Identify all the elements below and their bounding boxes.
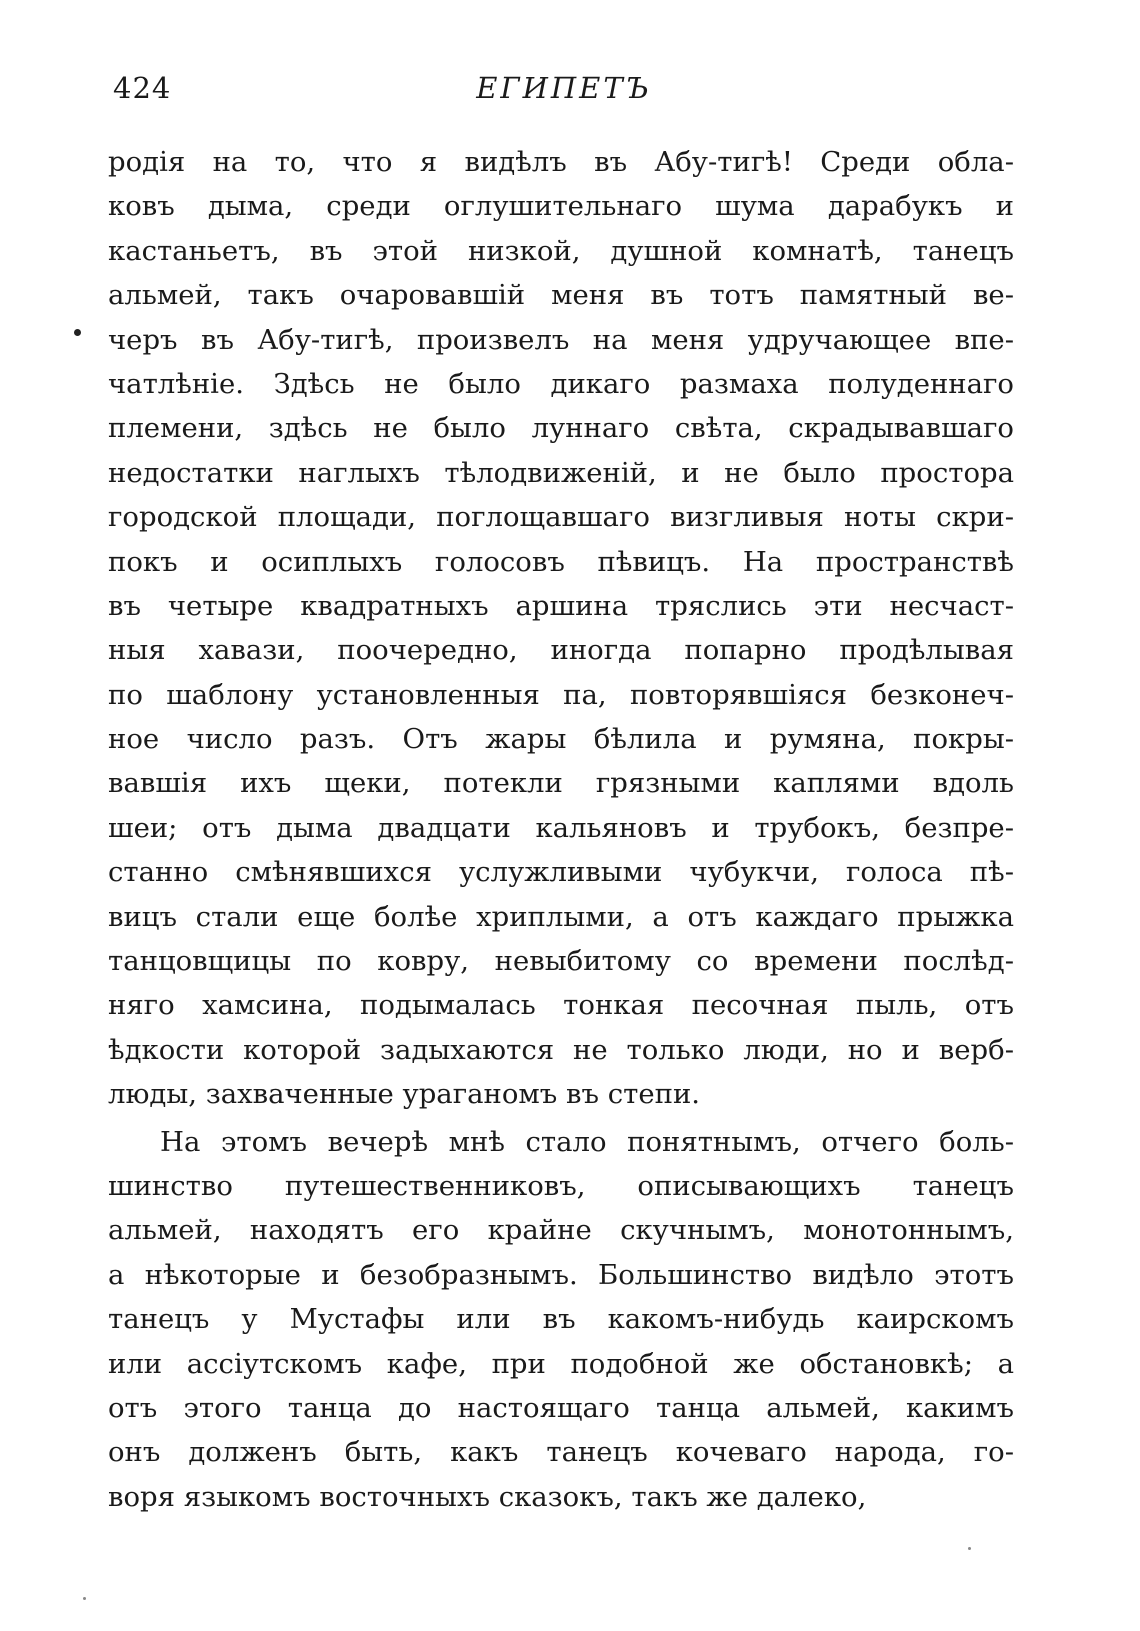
text-line: покъ и осиплыхъ голосовъ пѣвицъ. На пространствѣ xyxy=(108,545,1014,578)
text-line: воря языкомъ восточныхъ сказокъ, такъ же далеко, xyxy=(108,1480,867,1513)
text-line: недостатки наглыхъ тѣлодвиженій, и не было простора xyxy=(108,456,1014,489)
margin-speck xyxy=(968,1547,971,1550)
margin-speck xyxy=(83,1597,86,1600)
text-line: племени, здѣсь не было луннаго свѣта, скрадывавшаго xyxy=(108,412,1014,445)
text-line: онъ долженъ быть, какъ танецъ кочеваго народа, го- xyxy=(108,1436,1014,1469)
text-line: а нѣкоторые и безобразнымъ. Большинство видѣло этотъ xyxy=(108,1258,1014,1291)
text-line: вицъ стали еще болѣе хриплыми, а отъ каждаго прыжка xyxy=(108,900,1014,933)
text-line: отъ этого танца до настоящаго танца альмей, какимъ xyxy=(108,1391,1014,1424)
paragraph xyxy=(108,140,1014,1117)
page-header xyxy=(113,68,1015,108)
text-line: ковъ дыма, среди оглушительнаго шума дарабукъ и xyxy=(108,190,1014,223)
text-line: или ассіутскомъ кафе, при подобной же обстановкѣ; а xyxy=(108,1347,1014,1380)
text-line: родія на то, что я видѣлъ въ Абу-тигѣ! Среди обла- xyxy=(108,146,1014,178)
text-line: шинство путешественниковъ, описывающихъ танецъ xyxy=(108,1169,1014,1202)
text-line: няго хамсина, подымалась тонкая песочная пыль, отъ xyxy=(108,989,1014,1022)
text-line: ныя хавази, поочередно, иногда попарно продѣлывая xyxy=(108,634,1014,667)
page-number: 424 xyxy=(113,71,172,105)
margin-dot xyxy=(74,329,81,336)
text-line: танецъ у Мустафы или въ какомъ-нибудь каирскомъ xyxy=(108,1303,1014,1336)
text-line: по шаблону установленныя па, повторявшіяся безконеч- xyxy=(108,678,1014,711)
text-line: городской площади, поглощавшаго визгливыя ноты скри- xyxy=(108,501,1014,534)
text-line: кастаньетъ, въ этой низкой, душной комнатѣ, танецъ xyxy=(108,234,1014,267)
text-line: ѣдкости которой задыхаются не только люди, но и верб- xyxy=(108,1033,1014,1066)
body-text xyxy=(108,140,1014,1519)
text-line: въ четыре квадратныхъ аршина тряслись эти несчаст- xyxy=(108,589,1014,622)
text-line: станно смѣнявшихся услужливыми чубукчи, голоса пѣ- xyxy=(108,856,1014,889)
text-line: шеи; отъ дыма двадцати кальяновъ и трубокъ, безпре- xyxy=(108,811,1014,844)
paragraph xyxy=(108,1120,1014,1520)
text-line: На этомъ вечерѣ мнѣ стало понятнымъ, отчего боль- xyxy=(160,1125,1014,1158)
running-title: ЕГИПЕТЪ xyxy=(476,71,652,105)
text-line: альмей, такъ очаровавшій меня въ тотъ памятный ве- xyxy=(108,279,1014,312)
text-line: танцовщицы по ковру, невыбитому со времени послѣд- xyxy=(108,945,1014,978)
text-line: люды, захваченные ураганомъ въ степи. xyxy=(108,1078,701,1111)
text-line: черъ въ Абу-тигѣ, произвелъ на меня удручающее впе- xyxy=(108,323,1014,356)
text-line: вавшія ихъ щеки, потекли грязными каплями вдоль xyxy=(108,767,1014,800)
text-line: чатлѣніе. Здѣсь не было дикаго размаха полуденнаго xyxy=(108,367,1014,400)
text-line: альмей, находятъ его крайне скучнымъ, монотоннымъ, xyxy=(108,1214,1014,1247)
text-line: ное число разъ. Отъ жары бѣлила и румяна, покры- xyxy=(108,723,1014,756)
